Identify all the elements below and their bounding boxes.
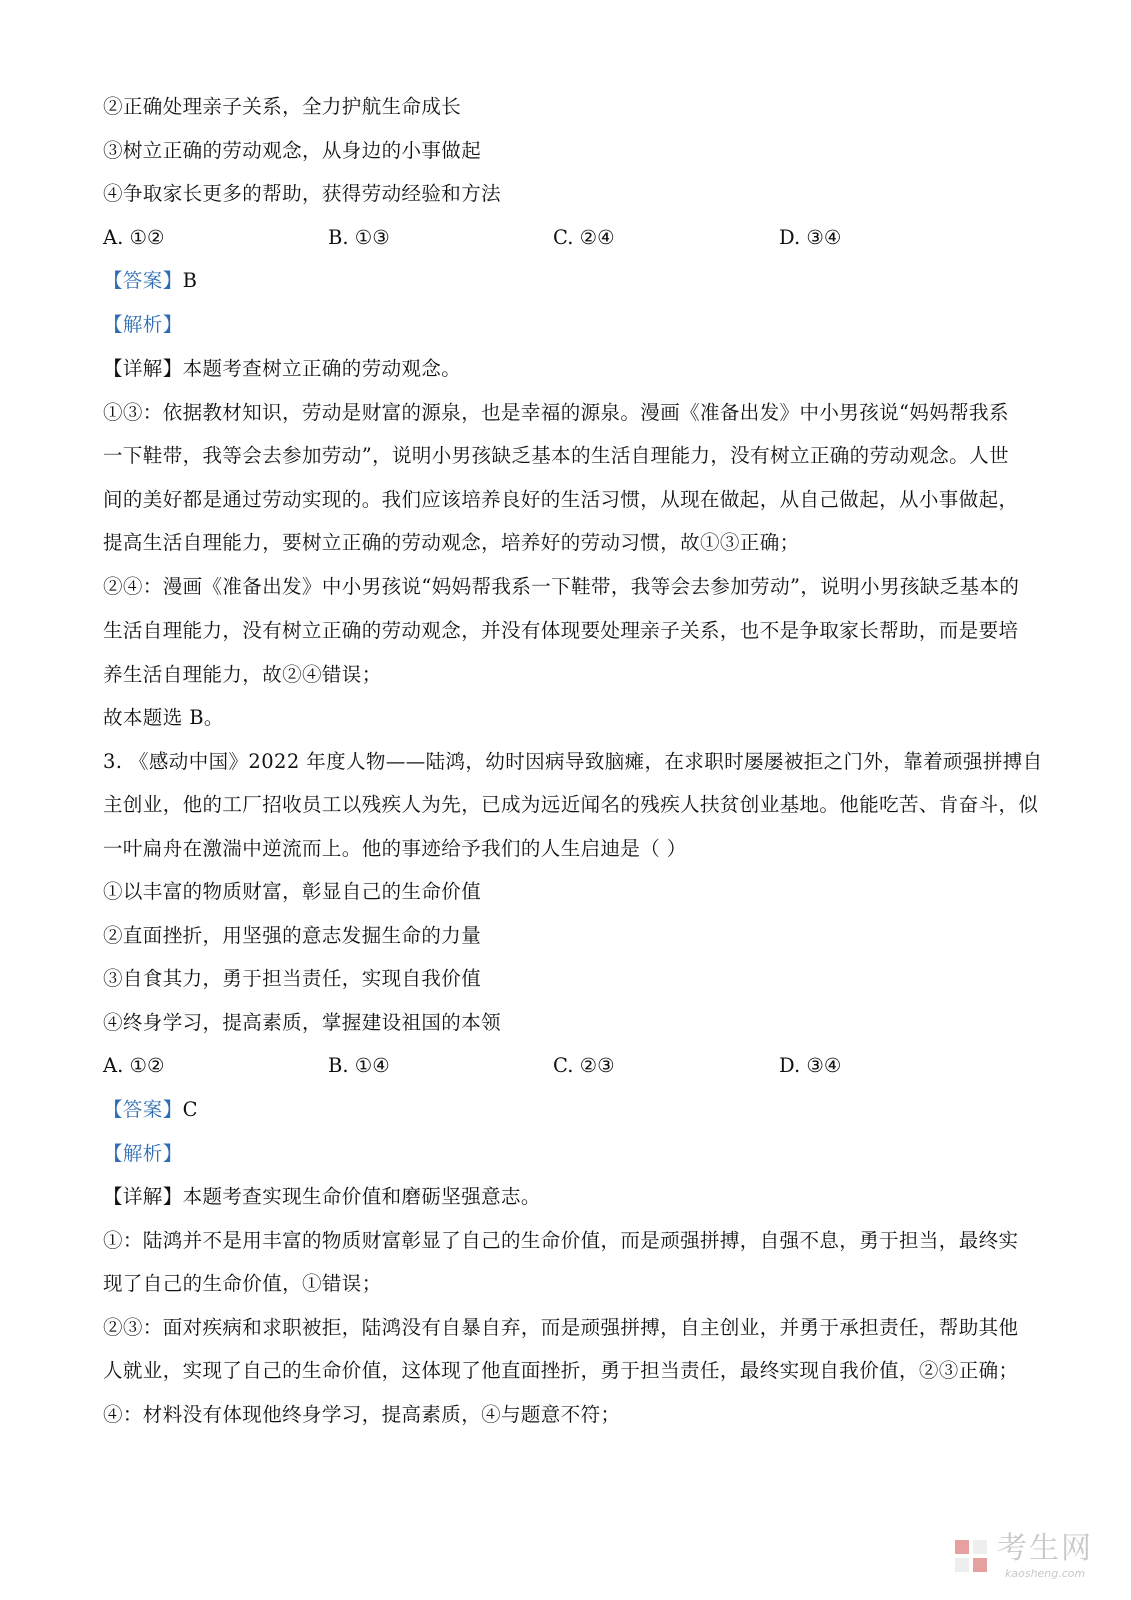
q2-option-c: C. ②④	[553, 226, 615, 249]
q3-detail	[103, 1184, 1033, 1210]
q2-answer	[103, 268, 1033, 294]
q3-option-a: A. ①②	[103, 1054, 165, 1077]
watermark-name: 考生网	[997, 1531, 1093, 1566]
q2-option-d: D. ③④	[779, 226, 842, 249]
answer-value: B	[182, 269, 198, 292]
q2-explanation-line: ①③：依据教材知识，劳动是财富的源泉，也是幸福的源泉。漫画《准备出发》中小男孩说“妈妈帮我系	[103, 401, 1009, 424]
q3-explanation-line: 人就业，实现了自己的生命价值，这体现了他直面挫折，勇于担当责任，最终实现自我价值，②③正确；	[103, 1359, 1019, 1382]
watermark	[953, 1532, 1113, 1584]
detail-intro: 本题考查树立正确的劳动观念。	[182, 357, 462, 380]
q3-statement-4: ④终身学习，提高素质，掌握建设祖国的本领	[103, 1011, 502, 1034]
q2-analysis	[103, 312, 1033, 338]
answer-tag: 【答案】	[103, 1098, 183, 1121]
q2-option-a: A. ①②	[103, 226, 165, 249]
q3-statement-1: ①以丰富的物质财富，彰显自己的生命价值	[103, 880, 482, 903]
watermark-url: kaosheng.com	[1005, 1567, 1086, 1580]
q3-explanation-line: 现了自己的生命价值，①错误；	[103, 1272, 382, 1295]
q3-option-b: B. ①④	[328, 1054, 390, 1077]
q2-explanation-line: 间的美好都是通过劳动实现的。我们应该培养良好的生活习惯，从现在做起，从自己做起，从小事做起，	[103, 488, 1019, 511]
answer-value: C	[182, 1098, 198, 1121]
q2-explanation-line: ②④：漫画《准备出发》中小男孩说“妈妈帮我系一下鞋带，我等会去参加劳动”，说明小男孩缺乏基本的	[103, 575, 1020, 598]
q3-explanation-line: ②③：面对疾病和求职被拒，陆鸿没有自暴自弃，而是顽强拼搏，自主创业，并勇于承担责任，帮助其他	[103, 1316, 1019, 1339]
kaosheng-logo-icon	[953, 1538, 989, 1574]
q3-analysis	[103, 1141, 1033, 1167]
q2-conclusion: 故本题选 B。	[103, 706, 224, 729]
q3-answer	[103, 1097, 1033, 1123]
detail-intro: 本题考查实现生命价值和磨砺坚强意志。	[182, 1185, 541, 1208]
q3-statement-2: ②直面挫折，用坚强的意志发掘生命的力量	[103, 924, 482, 947]
q2-explanation-line: 养生活自理能力，故②④错误；	[103, 663, 382, 686]
q3-explanation-line: ①：陆鸿并不是用丰富的物质财富彰显了自己的生命价值，而是顽强拼搏，自强不息，勇于担当，最终实	[103, 1229, 1019, 1252]
detail-tag: 【详解】	[103, 357, 183, 380]
q3-stem-line: 主创业，他的工厂招收员工以残疾人为先，已成为远近闻名的残疾人扶贫创业基地。他能吃苦、肯奋斗，似	[103, 793, 1039, 816]
q3-option-d: D. ③④	[779, 1054, 842, 1077]
q2-statement-3: ③树立正确的劳动观念，从身边的小事做起	[103, 139, 482, 162]
q2-option-b: B. ①③	[328, 226, 390, 249]
detail-tag: 【详解】	[103, 1185, 183, 1208]
analysis-tag: 【解析】	[103, 1142, 183, 1165]
q2-statement-2: ②正确处理亲子关系，全力护航生命成长	[103, 95, 462, 118]
q2-explanation-line: 一下鞋带，我等会去参加劳动”，说明小男孩缺乏基本的生活自理能力，没有树立正确的劳动观念。人世	[103, 444, 1009, 467]
answer-tag: 【答案】	[103, 269, 183, 292]
q2-explanation-line: 生活自理能力，没有树立正确的劳动观念，并没有体现要处理亲子关系，也不是争取家长帮助，而是要培	[103, 619, 1019, 642]
q2-detail	[103, 356, 1033, 382]
q3-option-c: C. ②③	[553, 1054, 615, 1077]
q2-explanation-line: 提高生活自理能力，要树立正确的劳动观念，培养好的劳动习惯，故①③正确；	[103, 531, 800, 554]
q3-statement-3: ③自食其力，勇于担当责任，实现自我价值	[103, 967, 482, 990]
q2-statement-4: ④争取家长更多的帮助，获得劳动经验和方法	[103, 182, 502, 205]
q3-stem-line: 3. 《感动中国》2022 年度人物——陆鸿，幼时因病导致脑瘫，在求职时屡屡被拒之门外，靠着顽强拼搏自	[103, 750, 1043, 773]
q3-stem-line: 一叶扁舟在激湍中逆流而上。他的事迹给予我们的人生启迪是（ ）	[103, 837, 687, 860]
analysis-tag: 【解析】	[103, 313, 183, 336]
q3-explanation-line: ④：材料没有体现他终身学习，提高素质，④与题意不符；	[103, 1403, 621, 1426]
